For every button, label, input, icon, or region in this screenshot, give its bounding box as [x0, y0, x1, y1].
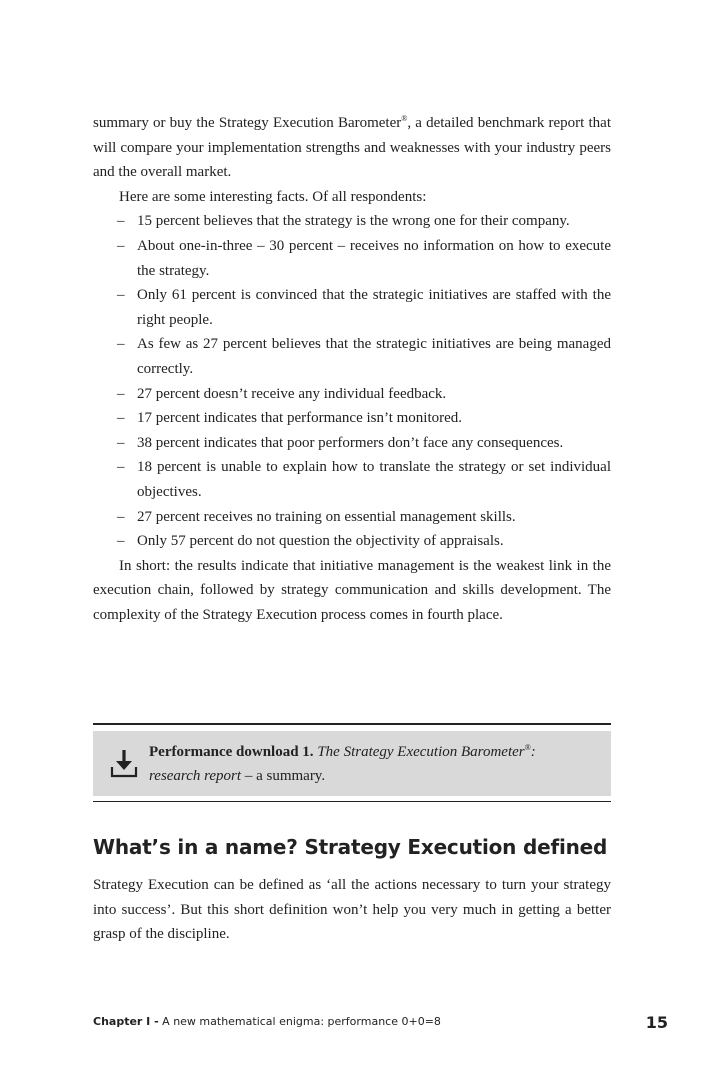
- fact-item: [93, 529, 611, 554]
- download-icon[interactable]: [110, 749, 138, 779]
- intro-paragraph: [93, 111, 611, 185]
- fact-text: As few as 27 percent believes that the strategic initiatives are being managed correctly.: [137, 336, 611, 377]
- fact-item: [93, 431, 611, 456]
- download-rest: – a summary.: [241, 768, 326, 784]
- download-lead: Performance download 1.: [149, 744, 314, 760]
- dash-bullet: –: [117, 459, 125, 476]
- registered-mark: ®: [401, 114, 408, 123]
- fact-item: [93, 382, 611, 407]
- download-callout[interactable]: [93, 731, 611, 796]
- facts-list: [93, 209, 611, 553]
- fact-text: Only 61 percent is convinced that the strategic initiatives are staffed with the right people.: [137, 287, 611, 328]
- fact-text: 17 percent indicates that performance isn’t monitored.: [137, 410, 463, 427]
- section-heading: What’s in a name? Strategy Execution defined: [93, 835, 608, 859]
- page-number: 15: [645, 1013, 668, 1032]
- fact-item: [93, 406, 611, 431]
- box-bottom-rule: [93, 801, 611, 802]
- fact-text: About one-in-three – 30 percent – receives no information on how to execute the strategy.: [137, 237, 611, 279]
- dash-bullet: –: [117, 508, 125, 525]
- intro-text-start: summary or buy the Strategy Execution Barometer: [93, 115, 402, 131]
- dash-bullet: –: [117, 287, 125, 304]
- fact-text: 38 percent indicates that poor performers don’t face any consequences.: [137, 434, 564, 451]
- fact-item: [93, 209, 611, 234]
- fact-text: Only 57 percent do not question the objectivity of appraisals.: [137, 533, 504, 550]
- download-text: [149, 740, 589, 788]
- dash-bullet: –: [117, 385, 125, 402]
- dash-bullet: –: [117, 213, 125, 230]
- conclusion-paragraph: In short: the results indicate that initiative management is the weakest link in the execution chain, followed by strategy communication and skills development. The complexity of the Strategy Execution process comes in fourth place.: [93, 557, 611, 623]
- fact-text: 27 percent doesn’t receive any individual feedback.: [137, 385, 447, 402]
- dash-bullet: –: [117, 434, 125, 451]
- dash-bullet: –: [117, 237, 125, 254]
- fact-item: [93, 505, 611, 530]
- dash-bullet: –: [117, 410, 125, 427]
- facts-intro: Here are some interesting facts. Of all respondents:: [119, 188, 427, 205]
- footer-chapter: Chapter I -: [93, 1015, 159, 1028]
- section-text-block: [93, 873, 611, 947]
- fact-text: 18 percent is unable to explain how to translate the strategy or set individual objectives.: [137, 459, 611, 500]
- fact-item: [93, 234, 611, 283]
- main-text: [93, 111, 611, 627]
- fact-text: 27 percent receives no training on essential management skills.: [137, 508, 516, 525]
- fact-item: [93, 455, 611, 504]
- fact-item: [93, 332, 611, 381]
- dash-bullet: –: [117, 533, 125, 550]
- footer-title: A new mathematical enigma: performance 0+0=8: [162, 1015, 441, 1028]
- dash-bullet: –: [117, 336, 125, 353]
- fact-text: 15 percent believes that the strategy is the wrong one for their company.: [137, 213, 570, 230]
- running-footer: [93, 1015, 441, 1028]
- box-top-rule: [93, 723, 611, 725]
- download-title-a: The Strategy Execution Barometer: [317, 744, 525, 760]
- download-registered-mark: ®: [524, 743, 531, 752]
- download-title-b: : research report: [149, 744, 536, 784]
- intro-text-end: , a detailed benchmark report that will compare your implementation strengths and weaknesses with your industry peers and the overall market.: [93, 115, 612, 181]
- section-paragraph: Strategy Execution can be defined as ‘all the actions necessary to turn your strategy into success’. But this short definition won’t help you very much in getting a better grasp of the discipline.: [93, 877, 611, 943]
- fact-item: [93, 283, 611, 332]
